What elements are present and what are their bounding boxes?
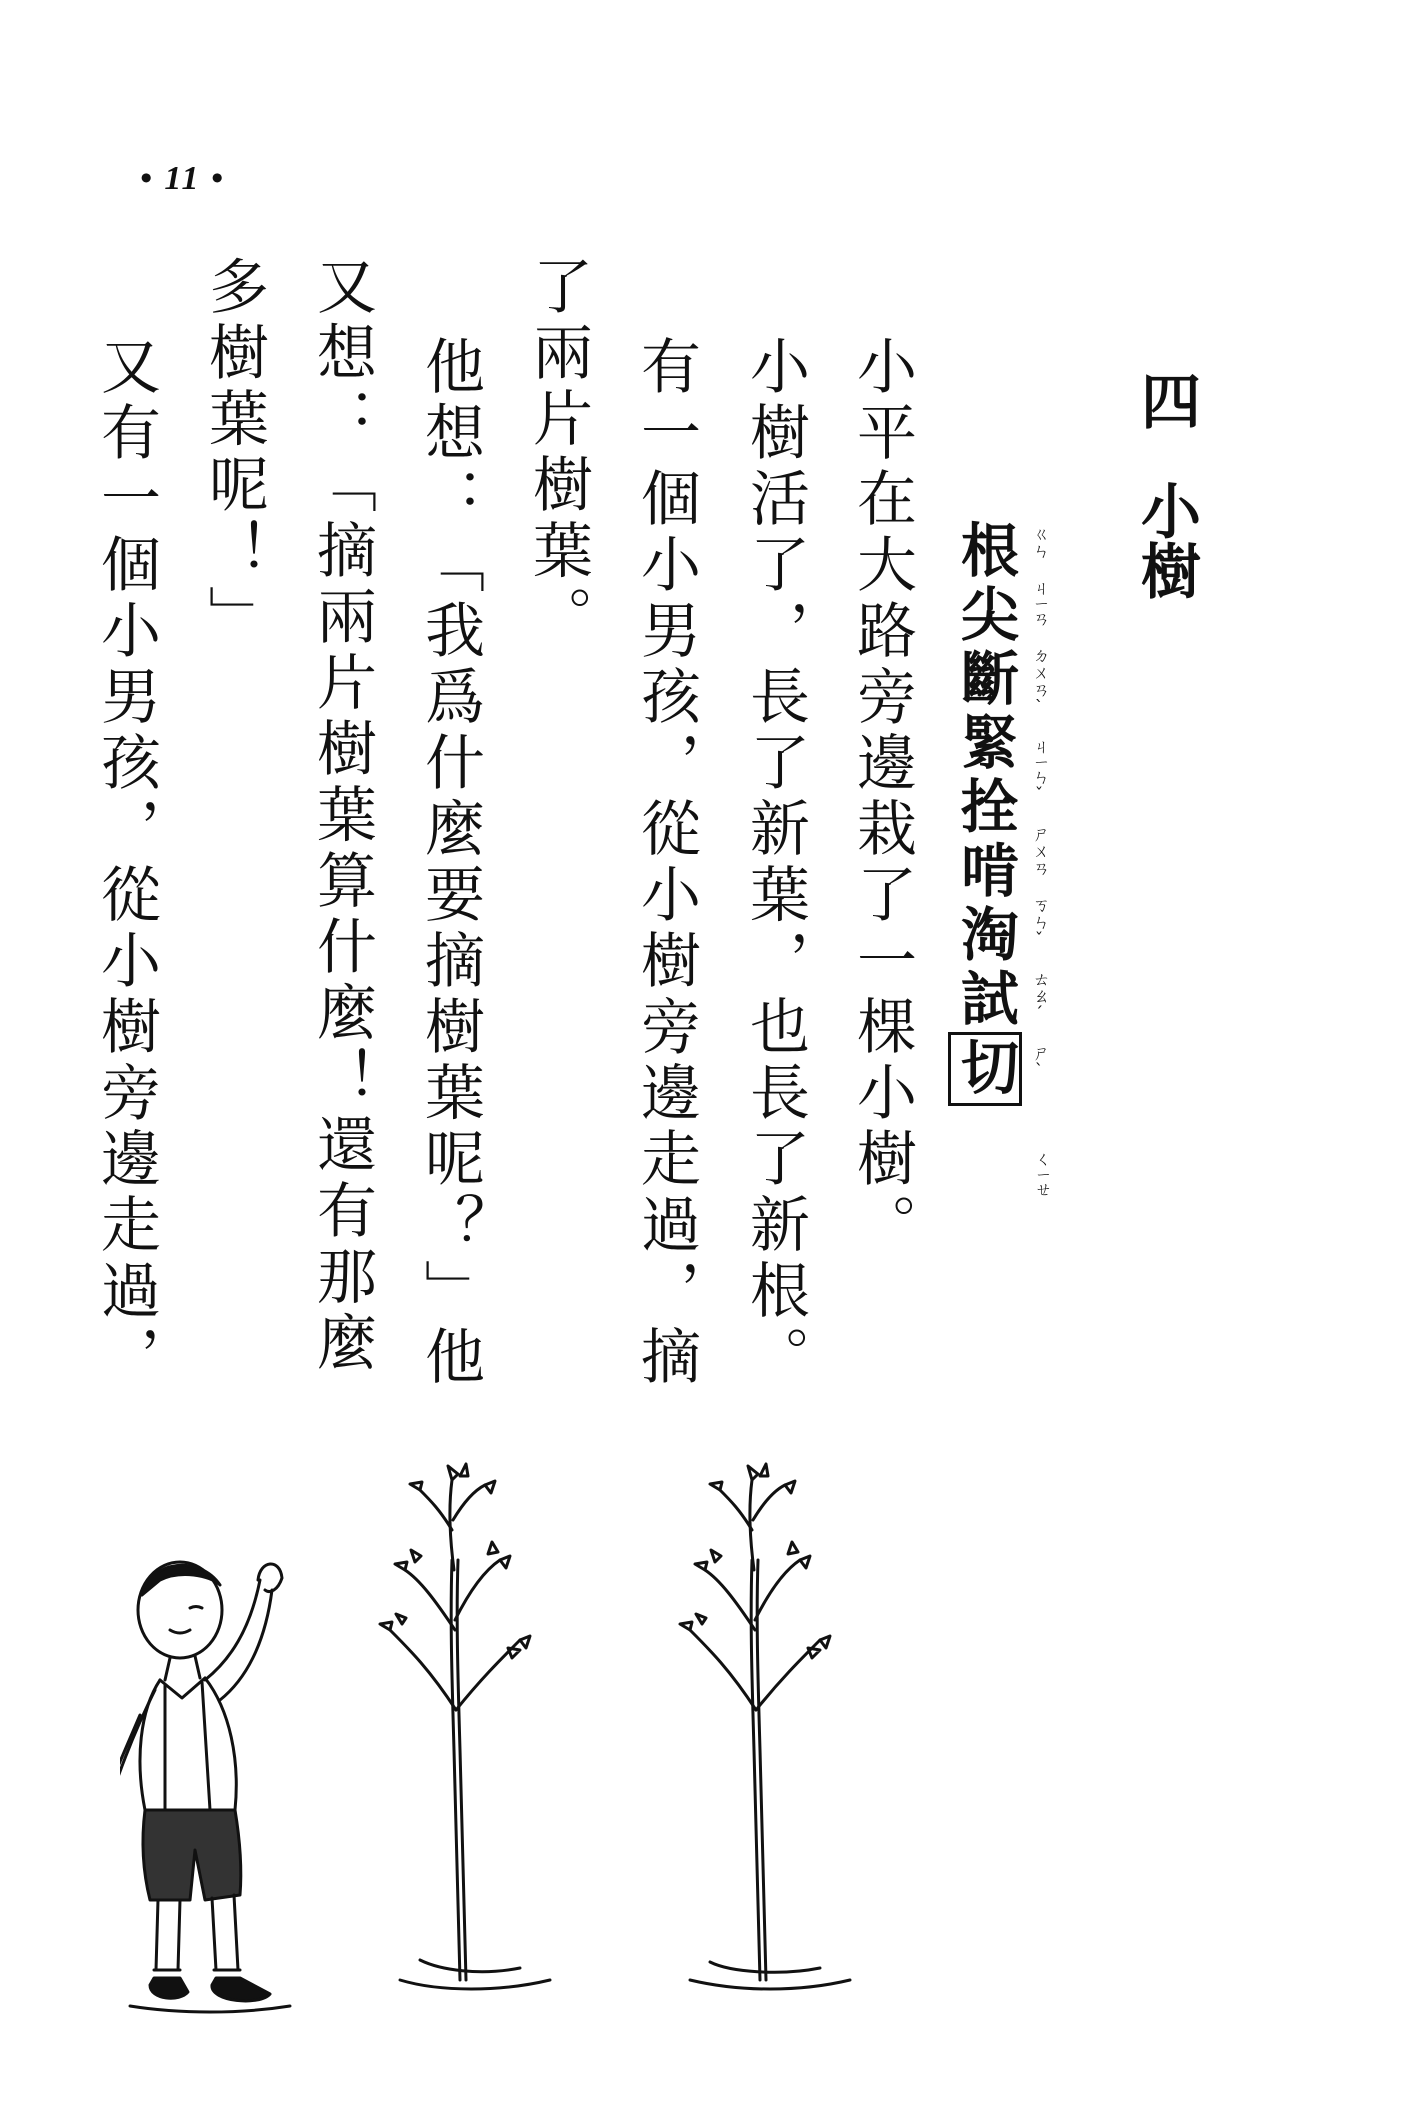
bracket-zhuyin: ㄑㄧㄝ bbox=[1031, 1150, 1051, 1198]
text-column-1: 小平在大路旁邊栽了一棵小樹。 bbox=[847, 335, 917, 1259]
right-tree bbox=[680, 1464, 850, 1989]
page-number: • 11 • bbox=[140, 160, 225, 197]
lesson-number: 四 bbox=[1131, 370, 1201, 430]
boy-and-trees-illustration bbox=[120, 1380, 1120, 2020]
text-column-2: 小樹活了，長了新葉，也長了新根。 bbox=[740, 335, 810, 1391]
vocabulary-bracket-char: 切 bbox=[948, 1032, 1022, 1106]
vocabulary-zhuyin: ㄍㄣ ㄐㄧㄢ ㄉㄨㄢˋ ㄐㄧㄣˇ ㄕㄨㄢ ㄎㄣˇ ㄊㄠˊ ㄕˋ bbox=[1029, 525, 1049, 1082]
text-column-8: 又有一個小男孩，從小樹旁邊走過， bbox=[91, 335, 161, 1391]
left-tree bbox=[380, 1464, 550, 1989]
text-column-5: 他想：「我爲什麼要摘樹葉呢？」他 bbox=[415, 335, 485, 1391]
vocabulary-words: 根尖斷緊拴啃淘試 bbox=[951, 520, 1019, 1032]
text-column-6: 又想：「摘兩片樹葉算什麼！還有那麼 bbox=[307, 255, 377, 1377]
text-column-7: 多樹葉呢！」 bbox=[199, 255, 269, 651]
lesson-heading bbox=[1131, 370, 1201, 600]
boy bbox=[120, 1562, 290, 2012]
text-column-4: 了兩片樹葉。 bbox=[523, 255, 593, 651]
lesson-title: 小樹 bbox=[1131, 480, 1201, 600]
text-column-3: 有一個小男孩，從小樹旁邊走過，摘 bbox=[631, 335, 701, 1391]
vocabulary-list bbox=[951, 520, 1019, 1106]
